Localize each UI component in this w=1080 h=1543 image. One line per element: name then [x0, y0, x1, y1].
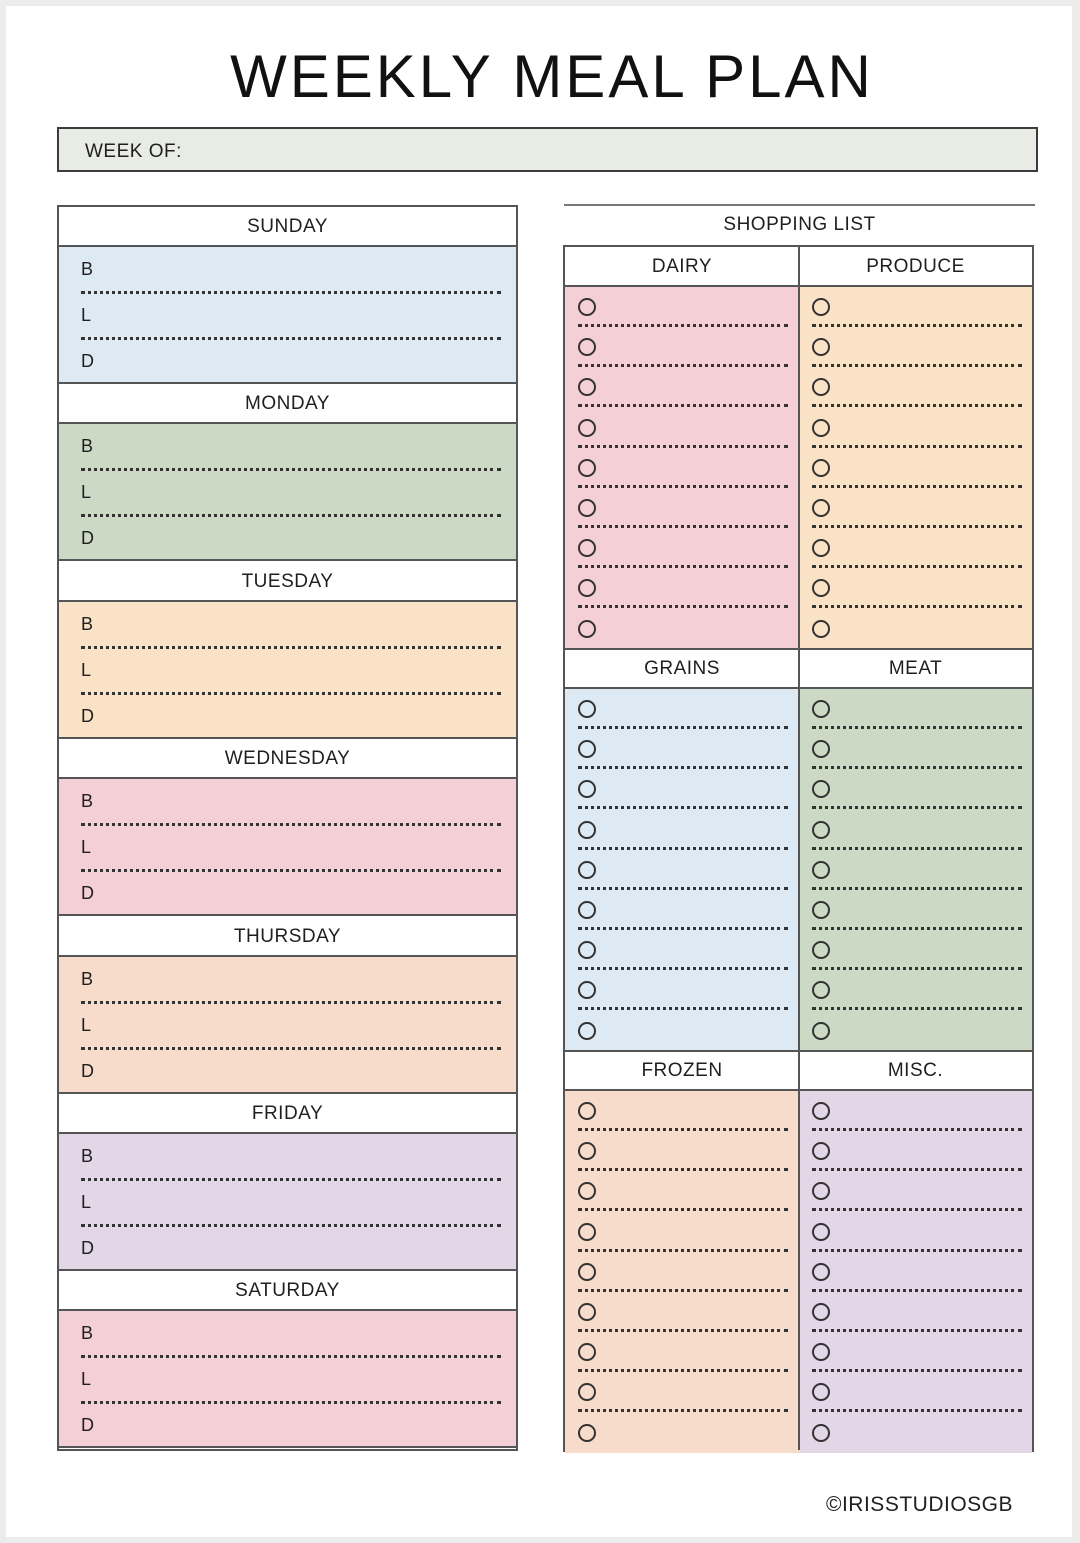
shopping-category-items	[565, 287, 799, 649]
checkbox-circle-icon[interactable]	[578, 499, 596, 517]
meal-label-1: L	[81, 837, 92, 858]
shopping-item-line[interactable]	[812, 1168, 1022, 1171]
shopping-item-line[interactable]	[578, 1208, 788, 1211]
checkbox-circle-icon[interactable]	[578, 459, 596, 477]
row-divider	[565, 648, 1032, 650]
checkbox-circle-icon[interactable]	[578, 1263, 596, 1281]
shopping-item-line[interactable]	[812, 485, 1022, 488]
checkbox-circle-icon[interactable]	[812, 700, 830, 718]
checkbox-circle-icon[interactable]	[812, 901, 830, 919]
shopping-item-line[interactable]	[578, 766, 788, 769]
meal-entry-line[interactable]	[81, 1178, 501, 1181]
meal-label-1: L	[81, 482, 92, 503]
shopping-category-items	[565, 689, 799, 1051]
checkbox-circle-icon[interactable]	[812, 821, 830, 839]
meal-label-1: L	[81, 659, 92, 680]
checkbox-circle-icon[interactable]	[578, 1303, 596, 1321]
shopping-item-line[interactable]	[812, 364, 1022, 367]
shopping-item-line[interactable]	[578, 1369, 788, 1372]
shopping-category-0	[565, 247, 799, 649]
shopping-list-grid	[563, 245, 1034, 1452]
shopping-item-line[interactable]	[812, 1128, 1022, 1131]
shopping-item-line[interactable]	[578, 404, 788, 407]
meal-label-0: B	[81, 1146, 94, 1166]
checkbox-circle-icon[interactable]	[578, 901, 596, 919]
checkbox-circle-icon[interactable]	[578, 981, 596, 999]
days-column	[57, 205, 518, 1451]
checkbox-circle-icon[interactable]	[578, 1102, 596, 1120]
page-title: WEEKLY MEAL PLAN	[230, 43, 874, 110]
meal-label-2: D	[81, 883, 94, 904]
week-of-field[interactable]	[57, 127, 1038, 172]
checkbox-circle-icon[interactable]	[812, 499, 830, 517]
shopping-item-line[interactable]	[578, 565, 788, 568]
shopping-item-line[interactable]	[812, 847, 1022, 850]
day-meals-1[interactable]	[59, 422, 516, 561]
shopping-item-line[interactable]	[578, 927, 788, 930]
shopping-item-line[interactable]	[578, 1168, 788, 1171]
day-header-6: SATURDAY	[59, 1271, 516, 1309]
checkbox-circle-icon[interactable]	[578, 1343, 596, 1361]
column-divider	[798, 247, 800, 1450]
day-meals-4[interactable]	[59, 955, 516, 1094]
checkbox-circle-icon[interactable]	[578, 740, 596, 758]
meal-label-2: D	[81, 1238, 94, 1258]
shopping-item-line[interactable]	[812, 1329, 1022, 1332]
shopping-item-line[interactable]	[578, 1409, 788, 1412]
meal-label-1: L	[81, 1192, 92, 1212]
checkbox-circle-icon[interactable]	[812, 298, 830, 316]
shopping-category-5	[799, 1051, 1032, 1453]
meal-label-2: D	[81, 1415, 94, 1436]
shopping-item-line[interactable]	[812, 324, 1022, 327]
checkbox-circle-icon[interactable]	[812, 981, 830, 999]
meal-entry-line[interactable]	[81, 646, 501, 649]
checkbox-circle-icon[interactable]	[578, 620, 596, 638]
checkbox-circle-icon[interactable]	[812, 780, 830, 798]
checkbox-circle-icon[interactable]	[812, 1102, 830, 1120]
shopping-item-line[interactable]	[578, 1289, 788, 1292]
row-divider	[565, 1050, 1032, 1052]
shopping-item-line[interactable]	[812, 927, 1022, 930]
shopping-item-line[interactable]	[812, 806, 1022, 809]
shopping-item-line[interactable]	[812, 1289, 1022, 1292]
meal-entry-line[interactable]	[81, 692, 501, 695]
checkbox-circle-icon[interactable]	[812, 620, 830, 638]
shopping-category-header: DAIRY	[565, 247, 799, 287]
checkbox-circle-icon[interactable]	[578, 941, 596, 959]
shopping-item-line[interactable]	[578, 1249, 788, 1252]
shopping-item-line[interactable]	[578, 324, 788, 327]
day-meals-5[interactable]	[59, 1132, 516, 1271]
checkbox-circle-icon[interactable]	[578, 861, 596, 879]
meal-label-1: L	[81, 1014, 92, 1035]
meal-entry-line[interactable]	[81, 291, 501, 294]
shopping-item-line[interactable]	[578, 364, 788, 367]
day-header-0: SUNDAY	[59, 207, 516, 245]
day-header-2: TUESDAY	[59, 562, 516, 600]
meal-label-2: D	[81, 1060, 94, 1081]
shopping-item-line[interactable]	[812, 1249, 1022, 1252]
checkbox-circle-icon[interactable]	[812, 861, 830, 879]
meal-entry-line[interactable]	[81, 468, 501, 471]
shopping-category-2	[565, 649, 799, 1051]
checkbox-circle-icon[interactable]	[812, 740, 830, 758]
meal-entry-line[interactable]	[81, 1047, 501, 1050]
shopping-category-items	[799, 1091, 1032, 1453]
shopping-item-line[interactable]	[812, 565, 1022, 568]
meal-entry-line[interactable]	[81, 1355, 501, 1358]
checkbox-circle-icon[interactable]	[578, 298, 596, 316]
shopping-item-line[interactable]	[812, 404, 1022, 407]
shopping-category-items	[565, 1091, 799, 1453]
shopping-item-line[interactable]	[812, 1208, 1022, 1211]
checkbox-circle-icon[interactable]	[812, 941, 830, 959]
checkbox-circle-icon[interactable]	[812, 1383, 830, 1401]
shopping-list-rule	[564, 204, 1035, 206]
shopping-item-line[interactable]	[578, 445, 788, 448]
meal-entry-line[interactable]	[81, 869, 501, 872]
meal-label-1: L	[81, 1369, 92, 1390]
day-meals-0[interactable]	[59, 245, 516, 384]
meal-label-0: B	[81, 613, 94, 634]
checkbox-circle-icon[interactable]	[578, 700, 596, 718]
shopping-item-line[interactable]	[578, 1007, 788, 1010]
planner-page	[6, 6, 1072, 1537]
meal-label-2: D	[81, 351, 94, 371]
checkbox-circle-icon[interactable]	[578, 780, 596, 798]
shopping-item-line[interactable]	[578, 847, 788, 850]
meal-label-0: B	[81, 791, 94, 812]
checkbox-circle-icon[interactable]	[812, 1303, 830, 1321]
shopping-item-line[interactable]	[578, 1329, 788, 1332]
day-header-4: THURSDAY	[59, 917, 516, 955]
shopping-item-line[interactable]	[578, 485, 788, 488]
shopping-item-line[interactable]	[812, 1007, 1022, 1010]
checkbox-circle-icon[interactable]	[812, 579, 830, 597]
shopping-item-line[interactable]	[578, 1128, 788, 1131]
checkbox-circle-icon[interactable]	[812, 1263, 830, 1281]
shopping-item-line[interactable]	[812, 1409, 1022, 1412]
day-meals-3[interactable]	[59, 777, 516, 916]
checkbox-circle-icon[interactable]	[812, 459, 830, 477]
shopping-category-4	[565, 1051, 799, 1453]
checkbox-circle-icon[interactable]	[578, 338, 596, 356]
checkbox-circle-icon[interactable]	[578, 378, 596, 396]
shopping-item-line[interactable]	[812, 445, 1022, 448]
checkbox-circle-icon[interactable]	[812, 539, 830, 557]
day-header-1: MONDAY	[59, 384, 516, 422]
shopping-category-header: FROZEN	[565, 1051, 799, 1091]
day-meals-6[interactable]	[59, 1309, 516, 1448]
shopping-category-items	[799, 689, 1032, 1051]
checkbox-circle-icon[interactable]	[812, 1182, 830, 1200]
shopping-category-header: GRAINS	[565, 649, 799, 689]
checkbox-circle-icon[interactable]	[578, 1424, 596, 1442]
shopping-category-header: PRODUCE	[799, 247, 1032, 287]
checkbox-circle-icon[interactable]	[812, 1223, 830, 1241]
shopping-item-line[interactable]	[578, 605, 788, 608]
meal-label-0: B	[81, 259, 94, 279]
meal-entry-line[interactable]	[81, 823, 501, 826]
meal-label-1: L	[81, 305, 92, 325]
day-meals-2[interactable]	[59, 600, 516, 739]
meal-entry-line[interactable]	[81, 1224, 501, 1227]
shopping-item-line[interactable]	[578, 806, 788, 809]
checkbox-circle-icon[interactable]	[812, 378, 830, 396]
meal-label-2: D	[81, 528, 94, 549]
shopping-category-header: MEAT	[799, 649, 1032, 689]
checkbox-circle-icon[interactable]	[578, 419, 596, 437]
shopping-item-line[interactable]	[578, 726, 788, 729]
checkbox-circle-icon[interactable]	[578, 1223, 596, 1241]
shopping-item-line[interactable]	[812, 967, 1022, 970]
checkbox-circle-icon[interactable]	[578, 579, 596, 597]
checkbox-circle-icon[interactable]	[578, 821, 596, 839]
shopping-item-line[interactable]	[812, 525, 1022, 528]
shopping-item-line[interactable]	[578, 525, 788, 528]
shopping-category-3	[799, 649, 1032, 1051]
meal-label-0: B	[81, 436, 94, 457]
day-header-3: WEDNESDAY	[59, 739, 516, 777]
shopping-list-title: SHOPPING LIST	[723, 214, 876, 235]
meal-entry-line[interactable]	[81, 337, 501, 340]
checkbox-circle-icon[interactable]	[812, 419, 830, 437]
week-of-label: WEEK OF:	[85, 141, 182, 162]
shopping-item-line[interactable]	[812, 887, 1022, 890]
checkbox-circle-icon[interactable]	[578, 1022, 596, 1040]
shopping-item-line[interactable]	[578, 967, 788, 970]
shopping-category-header: MISC.	[799, 1051, 1032, 1091]
shopping-item-line[interactable]	[812, 605, 1022, 608]
meal-entry-line[interactable]	[81, 514, 501, 517]
checkbox-circle-icon[interactable]	[578, 1182, 596, 1200]
shopping-category-1	[799, 247, 1032, 649]
meal-entry-line[interactable]	[81, 1001, 501, 1004]
checkbox-circle-icon[interactable]	[812, 1142, 830, 1160]
checkbox-circle-icon[interactable]	[812, 1424, 830, 1442]
shopping-item-line[interactable]	[812, 766, 1022, 769]
checkbox-circle-icon[interactable]	[578, 539, 596, 557]
checkbox-circle-icon[interactable]	[578, 1383, 596, 1401]
shopping-item-line[interactable]	[578, 887, 788, 890]
checkbox-circle-icon[interactable]	[812, 1022, 830, 1040]
meal-entry-line[interactable]	[81, 1401, 501, 1404]
meal-label-0: B	[81, 968, 94, 989]
meal-label-0: B	[81, 1323, 94, 1344]
checkbox-circle-icon[interactable]	[812, 1343, 830, 1361]
meal-label-2: D	[81, 705, 94, 726]
day-header-5: FRIDAY	[59, 1094, 516, 1132]
shopping-item-line[interactable]	[812, 1369, 1022, 1372]
shopping-item-line[interactable]	[812, 726, 1022, 729]
checkbox-circle-icon[interactable]	[578, 1142, 596, 1160]
shopping-category-items	[799, 287, 1032, 649]
checkbox-circle-icon[interactable]	[812, 338, 830, 356]
copyright-text: ©IRISSTUDIOSGB	[826, 1493, 1013, 1516]
